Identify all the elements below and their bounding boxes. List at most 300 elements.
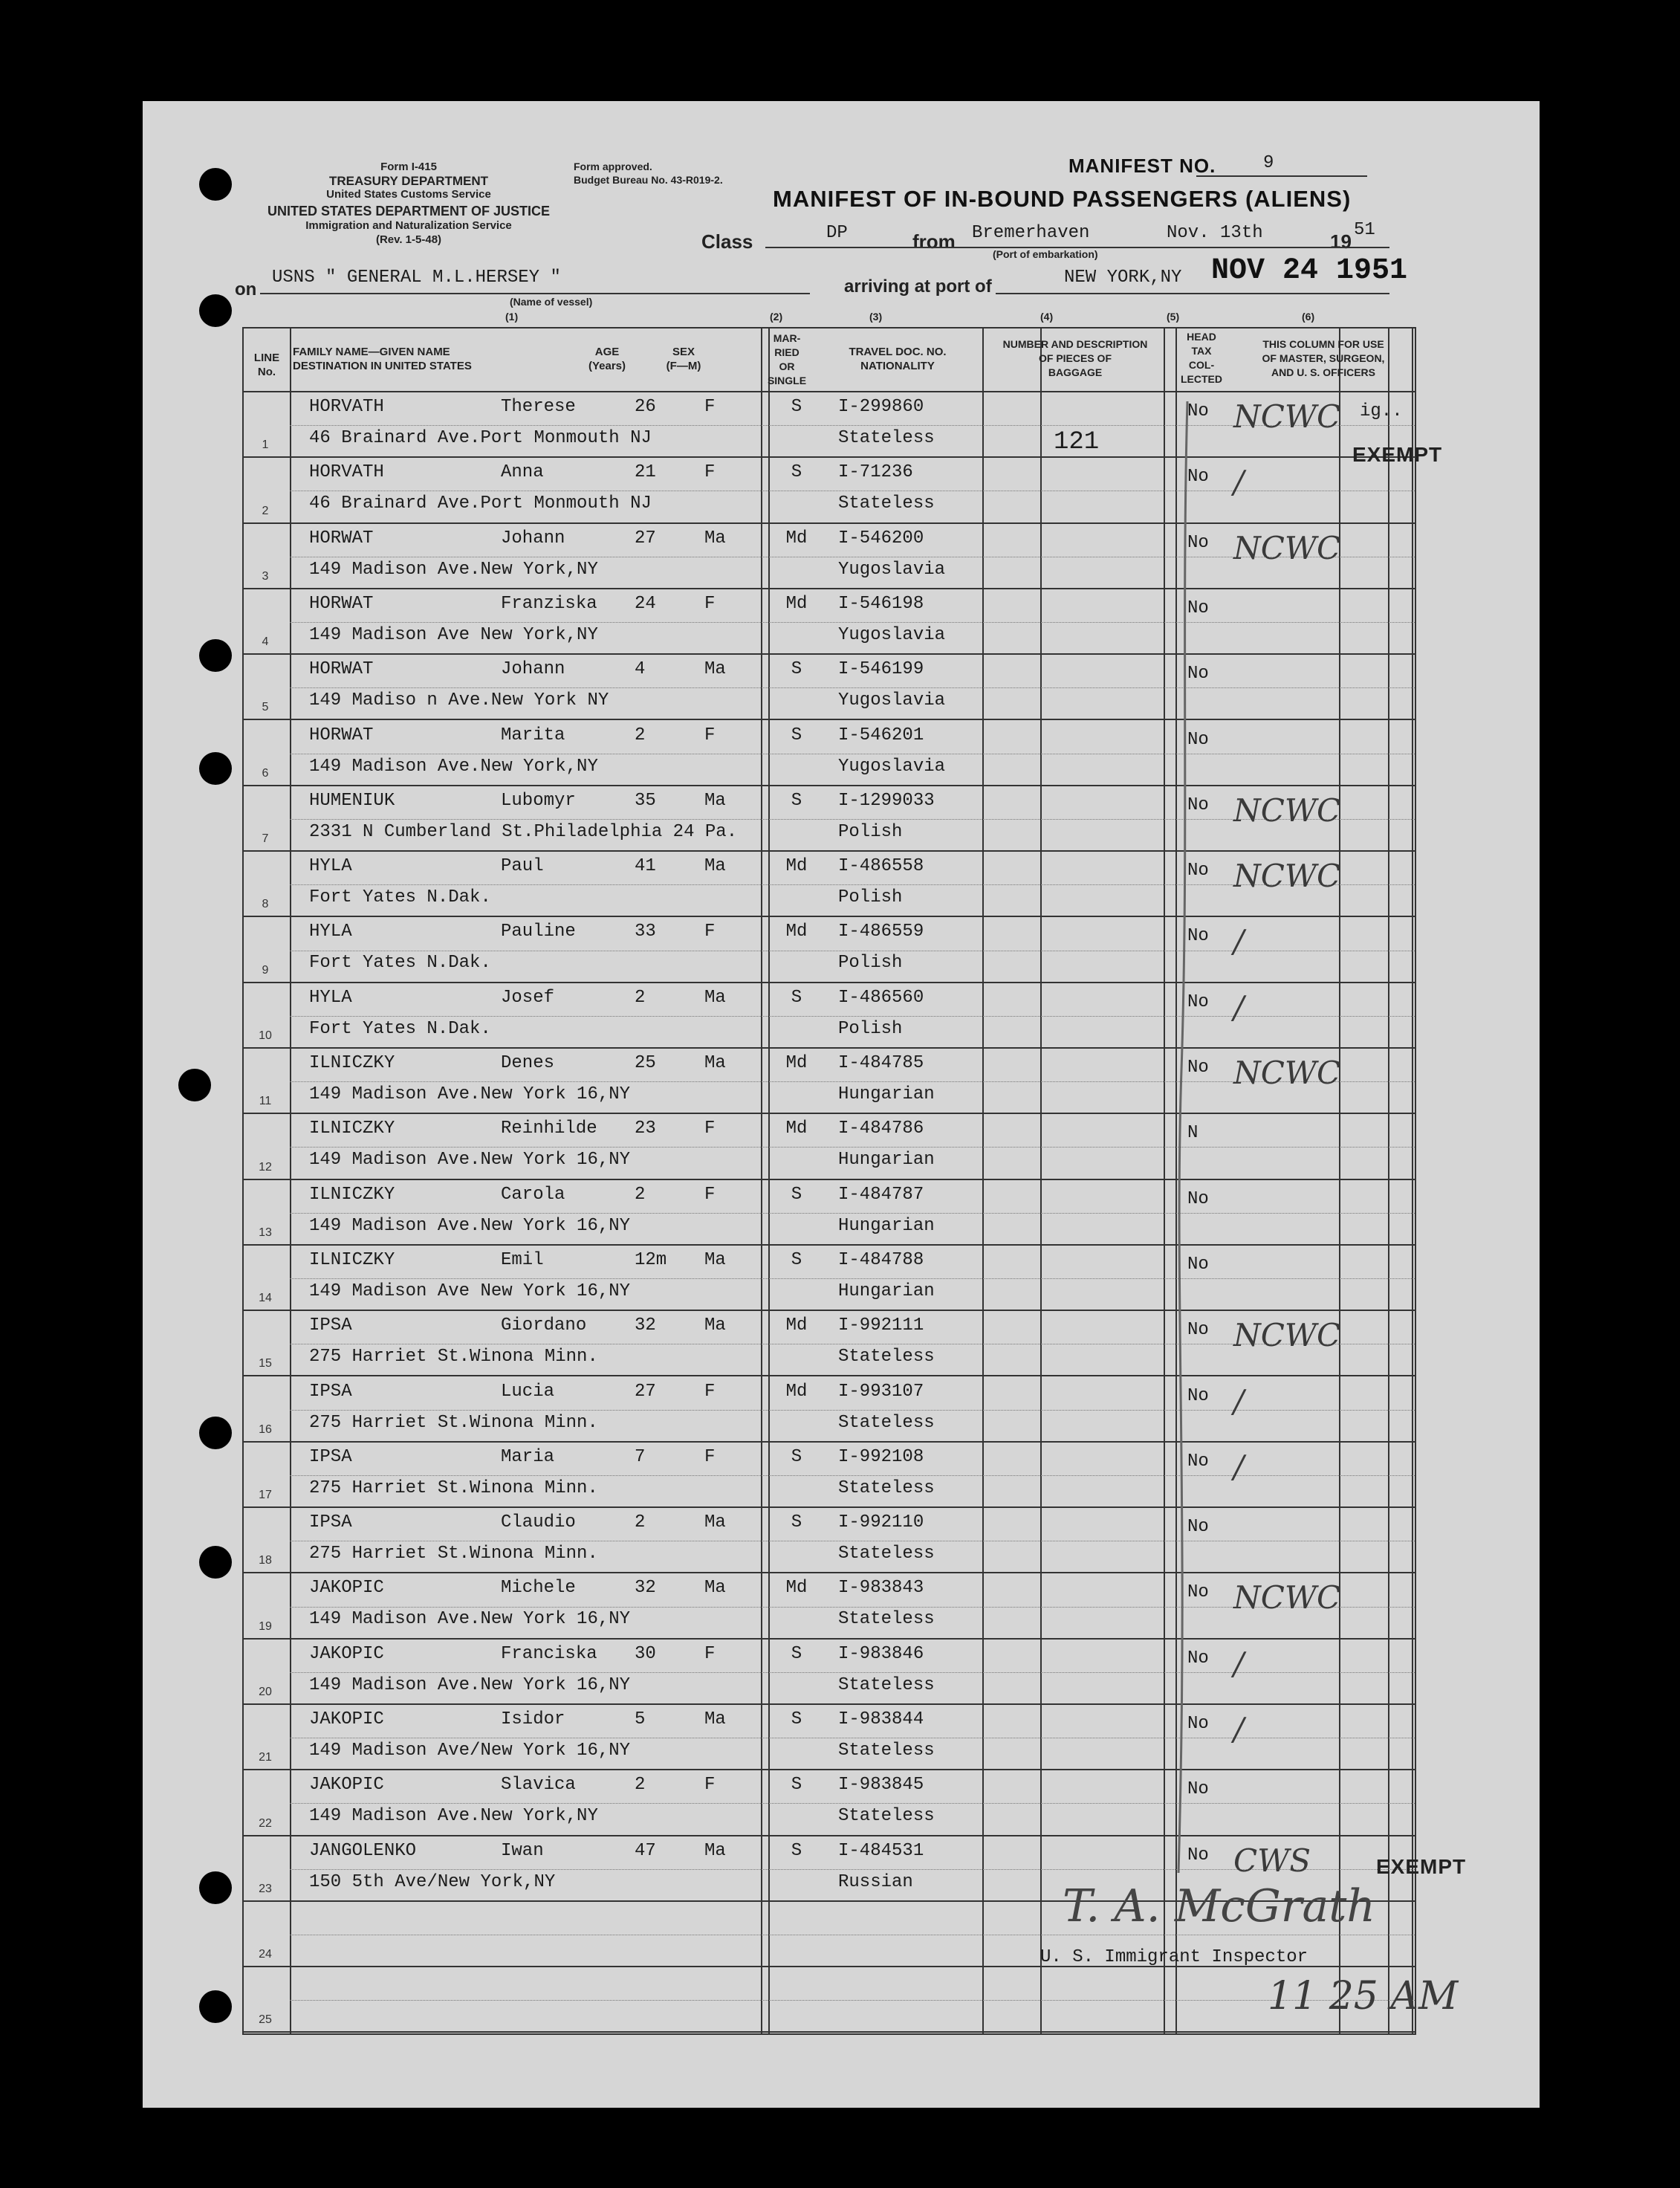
family-name: ILNICZKY [309, 1053, 395, 1073]
nationality: Polish [838, 953, 903, 974]
married-single: S [791, 725, 802, 745]
given-name: Michele [501, 1578, 576, 1599]
officer-note: NCWC [1233, 792, 1341, 829]
destination: Fort Yates N.Dak. [309, 887, 491, 908]
destination: 149 Madison Ave.New York,NY [309, 1806, 598, 1827]
manifest-no-label: MANIFEST NO. [1068, 155, 1216, 177]
head-tax: No [1187, 401, 1209, 421]
destination: 275 Harriet St.Winona Minn. [309, 1544, 598, 1564]
punch-hole [199, 752, 232, 785]
given-name: Johann [501, 659, 565, 680]
travel-doc-no: I-486559 [838, 922, 924, 942]
married-single: S [791, 1709, 802, 1729]
line-number: 24 [259, 1948, 272, 1961]
head-tax: No [1187, 467, 1209, 488]
family-name: HORWAT [309, 528, 374, 548]
married-single: Md [785, 856, 808, 877]
sex: Ma [704, 987, 726, 1008]
form-revision: (Rev. 1-5-48) [375, 233, 442, 246]
sex: F [704, 462, 716, 483]
arrival-date-stamp: NOV 24 1951 [1211, 254, 1408, 288]
age: 27 [635, 1381, 656, 1402]
table-row [244, 1246, 1415, 1311]
travel-doc-no: I-992111 [838, 1315, 924, 1336]
table-row [244, 1508, 1415, 1573]
sex: F [704, 1643, 716, 1664]
married-single: Md [785, 1381, 808, 1402]
port-of-embarkation: Bremerhaven [972, 223, 1090, 243]
age: 32 [635, 1578, 656, 1599]
married-single: Md [785, 1119, 808, 1139]
line-number: 16 [259, 1422, 272, 1436]
officer-note: NCWC [1233, 858, 1341, 895]
nationality: Russian [838, 1871, 913, 1892]
married-single: Md [785, 1315, 808, 1336]
class-label: Class [701, 230, 753, 253]
table-row [244, 983, 1415, 1049]
age: 25 [635, 1053, 656, 1073]
given-name: Anna [501, 462, 544, 483]
given-name: Paul [501, 856, 544, 877]
passenger-table [242, 327, 1416, 2035]
table-row [244, 1573, 1415, 1639]
given-name: Franziska [501, 593, 597, 614]
sex: F [704, 725, 716, 745]
col-num-2: (2) [770, 311, 783, 323]
line-number: 17 [259, 1489, 272, 1502]
destination: 149 Madison Ave.New York,NY [309, 559, 598, 580]
header-name: FAMILY NAME—GIVEN NAME DESTINATION IN UNITED STATES [293, 346, 472, 372]
nationality: Yugoslavia [838, 690, 946, 711]
sex: F [704, 1775, 716, 1796]
table-row [244, 392, 1415, 458]
ins-service: Immigration and Naturalization Service [305, 219, 512, 232]
header-officers: THIS COLUMN FOR USE OF MASTER, SURGEON, AND U. S. OFFICERS [1262, 338, 1385, 378]
punch-hole [199, 1417, 232, 1449]
nationality: Polish [838, 887, 903, 908]
line-number: 6 [262, 766, 269, 780]
head-tax: N [1187, 1123, 1199, 1144]
line-number: 2 [262, 504, 269, 517]
destination: 149 Madison Ave New York,NY [309, 624, 598, 645]
travel-doc-no: I-983843 [838, 1578, 924, 1599]
vessel-caption: (Name of vessel) [510, 296, 593, 308]
line-number: 14 [259, 1292, 272, 1305]
given-name: Reinhilde [501, 1119, 597, 1139]
col-num-6: (6) [1302, 311, 1315, 323]
line-number: 10 [259, 1029, 272, 1042]
nationality: Yugoslavia [838, 559, 946, 580]
age: 30 [635, 1643, 656, 1664]
sex: F [704, 922, 716, 942]
officer-note: / [1233, 1645, 1245, 1682]
inspector-signature: T. A. McGrath [1063, 1880, 1375, 1932]
table-row [244, 1705, 1415, 1770]
table-row [244, 1443, 1415, 1508]
head-tax: No [1187, 1779, 1209, 1800]
head-tax: No [1187, 1320, 1209, 1341]
married-single: S [791, 987, 802, 1008]
form-number: Form I-415 [380, 161, 437, 173]
age: 24 [635, 593, 656, 614]
married-single: Md [785, 593, 808, 614]
travel-doc-no: I-484531 [838, 1840, 924, 1861]
baggage: 121 [1054, 428, 1100, 456]
table-row [244, 655, 1415, 720]
head-tax: No [1187, 861, 1209, 881]
family-name: HORWAT [309, 593, 374, 614]
destination: 149 Madiso n Ave.New York NY [309, 690, 609, 711]
line-number: 7 [262, 832, 269, 846]
head-tax: No [1187, 1385, 1209, 1406]
row-divider [290, 622, 1415, 623]
married-single: S [791, 790, 802, 811]
age: 47 [635, 1840, 656, 1861]
married-single: Md [785, 1053, 808, 1073]
age: 2 [635, 1775, 646, 1796]
age: 35 [635, 790, 656, 811]
destination: 149 Madison Ave New York 16,NY [309, 1281, 631, 1301]
married-single: S [791, 1775, 802, 1796]
table-row [244, 721, 1415, 786]
time-note: 11 25 AM [1268, 1974, 1459, 2019]
nationality: Hungarian [838, 1084, 935, 1104]
head-tax: No [1187, 926, 1209, 947]
age: 5 [635, 1709, 646, 1729]
given-name: Franciska [501, 1643, 597, 1664]
married-single: S [791, 659, 802, 680]
married-single: S [791, 1840, 802, 1861]
nationality: Stateless [838, 1347, 935, 1368]
nationality: Hungarian [838, 1281, 935, 1301]
head-tax: No [1187, 1254, 1209, 1275]
destination: 2331 N Cumberland St.Philadelphia 24 Pa. [309, 821, 738, 842]
head-tax: No [1187, 794, 1209, 815]
row-divider [290, 1672, 1415, 1673]
family-name: JAKOPIC [309, 1775, 384, 1796]
punch-hole [199, 1990, 232, 2023]
nationality: Stateless [838, 1412, 935, 1433]
married-single: S [791, 462, 802, 483]
class-value: DP [826, 223, 848, 243]
header-line-no: LINE No. [253, 352, 280, 378]
head-tax: No [1187, 1648, 1209, 1668]
vessel-rule [260, 293, 810, 294]
col-num-4: (4) [1040, 311, 1054, 323]
family-name: JAKOPIC [309, 1578, 384, 1599]
arrival-port: NEW YORK,NY [1064, 268, 1182, 288]
inspector-title: U. S. Immigrant Inspector [1040, 1947, 1308, 1967]
line-number: 5 [262, 701, 269, 714]
line-number: 3 [262, 569, 269, 583]
customs-service: United States Customs Service [326, 188, 491, 201]
travel-doc-no: I-983846 [838, 1643, 924, 1664]
given-name: Carola [501, 1184, 565, 1205]
exempt-stamp: EXEMPT [1376, 1855, 1467, 1878]
line-number: 18 [259, 1554, 272, 1567]
head-tax: No [1187, 664, 1209, 684]
family-name: JAKOPIC [309, 1643, 384, 1664]
family-name: HYLA [309, 922, 352, 942]
family-name: HORWAT [309, 725, 374, 745]
age: 7 [635, 1446, 646, 1467]
age: 2 [635, 987, 646, 1008]
officer-note: NCWC [1233, 1317, 1341, 1354]
sex: Ma [704, 790, 726, 811]
destination: Fort Yates N.Dak. [309, 953, 491, 974]
year-prefix: 19 [1330, 230, 1352, 253]
travel-doc-no: I-71236 [838, 462, 913, 483]
pencil-check-line [1159, 401, 1219, 1888]
line-number: 19 [259, 1619, 272, 1633]
punch-hole [199, 168, 232, 201]
punch-hole [199, 294, 232, 327]
married-single: S [791, 1446, 802, 1467]
given-name: Slavica [501, 1775, 576, 1796]
arrival-rule [996, 293, 1389, 294]
table-row [244, 1049, 1415, 1114]
travel-doc-no: I-484785 [838, 1053, 924, 1073]
officer-note: NCWC [1233, 398, 1341, 435]
destination: 275 Harriet St.Winona Minn. [309, 1412, 598, 1433]
head-tax: No [1187, 1517, 1209, 1538]
sex: Ma [704, 856, 726, 877]
nationality: Polish [838, 821, 903, 842]
col-num-5: (5) [1167, 311, 1180, 323]
line-number: 15 [259, 1357, 272, 1370]
travel-doc-no: I-484788 [838, 1249, 924, 1270]
family-name: HORVATH [309, 397, 384, 417]
officer-note: CWS [1233, 1842, 1311, 1879]
married-single: S [791, 1643, 802, 1664]
family-name: ILNICZKY [309, 1249, 395, 1270]
family-name: HYLA [309, 856, 352, 877]
head-tax: No [1187, 1451, 1209, 1472]
embark-date: Nov. 13th [1167, 223, 1263, 243]
destination: 149 Madison Ave/New York 16,NY [309, 1741, 631, 1761]
table-row [244, 1640, 1415, 1705]
age: 2 [635, 1512, 646, 1533]
row-divider [290, 687, 1415, 688]
nationality: Polish [838, 1018, 903, 1039]
officer-mark: ig.. [1360, 401, 1403, 421]
header-travel-doc: TRAVEL DOC. NO. NATIONALITY [849, 346, 947, 372]
justice-dept: UNITED STATES DEPARTMENT OF JUSTICE [267, 204, 550, 219]
head-tax: No [1187, 1188, 1209, 1209]
given-name: Marita [501, 725, 565, 745]
family-name: ILNICZKY [309, 1184, 395, 1205]
sex: Ma [704, 1840, 726, 1861]
family-name: HORVATH [309, 462, 384, 483]
manifest-no-rule [1196, 175, 1367, 177]
head-tax: No [1187, 729, 1209, 750]
destination: 149 Madison Ave.New York,NY [309, 756, 598, 777]
sex: F [704, 1446, 716, 1467]
from-label: from [912, 230, 956, 253]
age: 41 [635, 856, 656, 877]
age: 26 [635, 397, 656, 417]
nationality: Stateless [838, 1741, 935, 1761]
head-tax: No [1187, 1582, 1209, 1603]
officer-note: NCWC [1233, 1579, 1341, 1616]
given-name: Lucia [501, 1381, 555, 1402]
nationality: Stateless [838, 1544, 935, 1564]
age: 33 [635, 922, 656, 942]
family-name: HYLA [309, 987, 352, 1008]
destination: 149 Madison Ave.New York 16,NY [309, 1150, 631, 1171]
sex: Ma [704, 659, 726, 680]
arriving-label: arriving at port of [844, 276, 992, 297]
married-single: Md [785, 1578, 808, 1599]
given-name: Lubomyr [501, 790, 576, 811]
family-name: IPSA [309, 1512, 352, 1533]
line-number: 12 [259, 1160, 272, 1174]
destination: 46 Brainard Ave.Port Monmouth NJ [309, 493, 652, 514]
travel-doc-no: I-993107 [838, 1381, 924, 1402]
married-single: Md [785, 922, 808, 942]
travel-doc-no: I-546198 [838, 593, 924, 614]
married-single: S [791, 397, 802, 417]
row-divider [290, 1803, 1415, 1804]
table-row [244, 1180, 1415, 1246]
age: 12m [635, 1249, 667, 1270]
line-number: 25 [259, 2013, 272, 2027]
header-baggage: NUMBER AND DESCRIPTION OF PIECES OF BAGGAGE [1002, 338, 1148, 378]
family-name: JANGOLENKO [309, 1840, 417, 1861]
travel-doc-no: I-486558 [838, 856, 924, 877]
head-tax: No [1187, 532, 1209, 553]
destination: 149 Madison Ave.New York 16,NY [309, 1609, 631, 1630]
family-name: JAKOPIC [309, 1709, 384, 1729]
travel-doc-no: I-486560 [838, 987, 924, 1008]
married-single: S [791, 1249, 802, 1270]
head-tax: No [1187, 1845, 1209, 1865]
travel-doc-no: I-546199 [838, 659, 924, 680]
age: 4 [635, 659, 646, 680]
nationality: Stateless [838, 1806, 935, 1827]
officer-note: / [1233, 923, 1245, 960]
port-embark-caption: (Port of embarkation) [993, 248, 1098, 260]
embark-year: 51 [1354, 220, 1375, 240]
line-number: 22 [259, 1816, 272, 1830]
travel-doc-no: I-1299033 [838, 790, 935, 811]
nationality: Stateless [838, 1477, 935, 1498]
budget-bureau: Budget Bureau No. 43-R019-2. [574, 174, 723, 186]
destination: Fort Yates N.Dak. [309, 1018, 491, 1039]
nationality: Hungarian [838, 1150, 935, 1171]
age: 2 [635, 1184, 646, 1205]
line-number: 4 [262, 635, 269, 649]
punch-hole [199, 1546, 232, 1579]
row-divider [290, 1016, 1415, 1017]
manifest-title: MANIFEST OF IN-BOUND PASSENGERS (ALIENS) [773, 186, 1352, 212]
table-row [244, 1967, 1415, 2033]
row-divider [290, 2000, 1415, 2001]
married-single: S [791, 1512, 802, 1533]
manifest-no: 9 [1263, 153, 1274, 173]
head-tax: No [1187, 991, 1209, 1012]
sex: Ma [704, 1053, 726, 1073]
given-name: Claudio [501, 1512, 576, 1533]
sex: F [704, 593, 716, 614]
given-name: Therese [501, 397, 576, 417]
line-number: 13 [259, 1226, 272, 1239]
nationality: Hungarian [838, 1215, 935, 1236]
officer-note: / [1233, 1382, 1245, 1420]
destination: 150 5th Ave/New York,NY [309, 1871, 556, 1892]
form-approved: Form approved. [574, 161, 652, 172]
sex: Ma [704, 1709, 726, 1729]
punch-hole [199, 1871, 232, 1904]
table-row [244, 589, 1415, 655]
sex: Ma [704, 528, 726, 548]
line-number: 20 [259, 1685, 272, 1698]
travel-doc-no: I-546200 [838, 528, 924, 548]
family-name: IPSA [309, 1381, 352, 1402]
age: 2 [635, 725, 646, 745]
given-name: Iwan [501, 1840, 544, 1861]
officer-note: / [1233, 1711, 1245, 1747]
row-divider [290, 1475, 1415, 1476]
given-name: Pauline [501, 922, 576, 942]
sex: F [704, 1381, 716, 1402]
given-name: Denes [501, 1053, 555, 1073]
officer-note: / [1233, 1448, 1245, 1485]
given-name: Giordano [501, 1315, 587, 1336]
on-label: on [235, 279, 257, 300]
family-name: HUMENIUK [309, 790, 395, 811]
table-row [244, 917, 1415, 983]
family-name: ILNICZKY [309, 1119, 395, 1139]
married-single: Md [785, 528, 808, 548]
age: 21 [635, 462, 656, 483]
nationality: Stateless [838, 1609, 935, 1630]
table-row [244, 1377, 1415, 1443]
given-name: Maria [501, 1446, 555, 1467]
header-head-tax: HEAD TAX COL- LECTED [1181, 331, 1222, 385]
head-tax: No [1187, 598, 1209, 618]
officer-note: NCWC [1233, 529, 1341, 566]
sex: Ma [704, 1578, 726, 1599]
given-name: Johann [501, 528, 565, 548]
travel-doc-no: I-484787 [838, 1184, 924, 1205]
line-number: 1 [262, 438, 269, 452]
travel-doc-no: I-983844 [838, 1709, 924, 1729]
table-row [244, 458, 1415, 523]
row-divider [290, 1147, 1415, 1148]
header-sex: SEX (F—M) [666, 346, 701, 372]
sex: F [704, 397, 716, 417]
row-divider [290, 1278, 1415, 1279]
header-age: AGE (Years) [588, 346, 626, 372]
punch-hole [199, 639, 232, 672]
sex: Ma [704, 1315, 726, 1336]
destination: 149 Madison Ave.New York 16,NY [309, 1674, 631, 1695]
travel-doc-no: I-992108 [838, 1446, 924, 1467]
officer-note: NCWC [1233, 1055, 1341, 1091]
family-name: HORWAT [309, 659, 374, 680]
family-name: IPSA [309, 1315, 352, 1336]
exempt-stamp: EXEMPT [1352, 443, 1443, 466]
sex: F [704, 1119, 716, 1139]
sex: Ma [704, 1249, 726, 1270]
col-num-1: (1) [505, 311, 519, 323]
given-name: Josef [501, 987, 555, 1008]
destination: 275 Harriet St.Winona Minn. [309, 1477, 598, 1498]
nationality: Yugoslavia [838, 756, 946, 777]
travel-doc-no: I-992110 [838, 1512, 924, 1533]
sex: Ma [704, 1512, 726, 1533]
